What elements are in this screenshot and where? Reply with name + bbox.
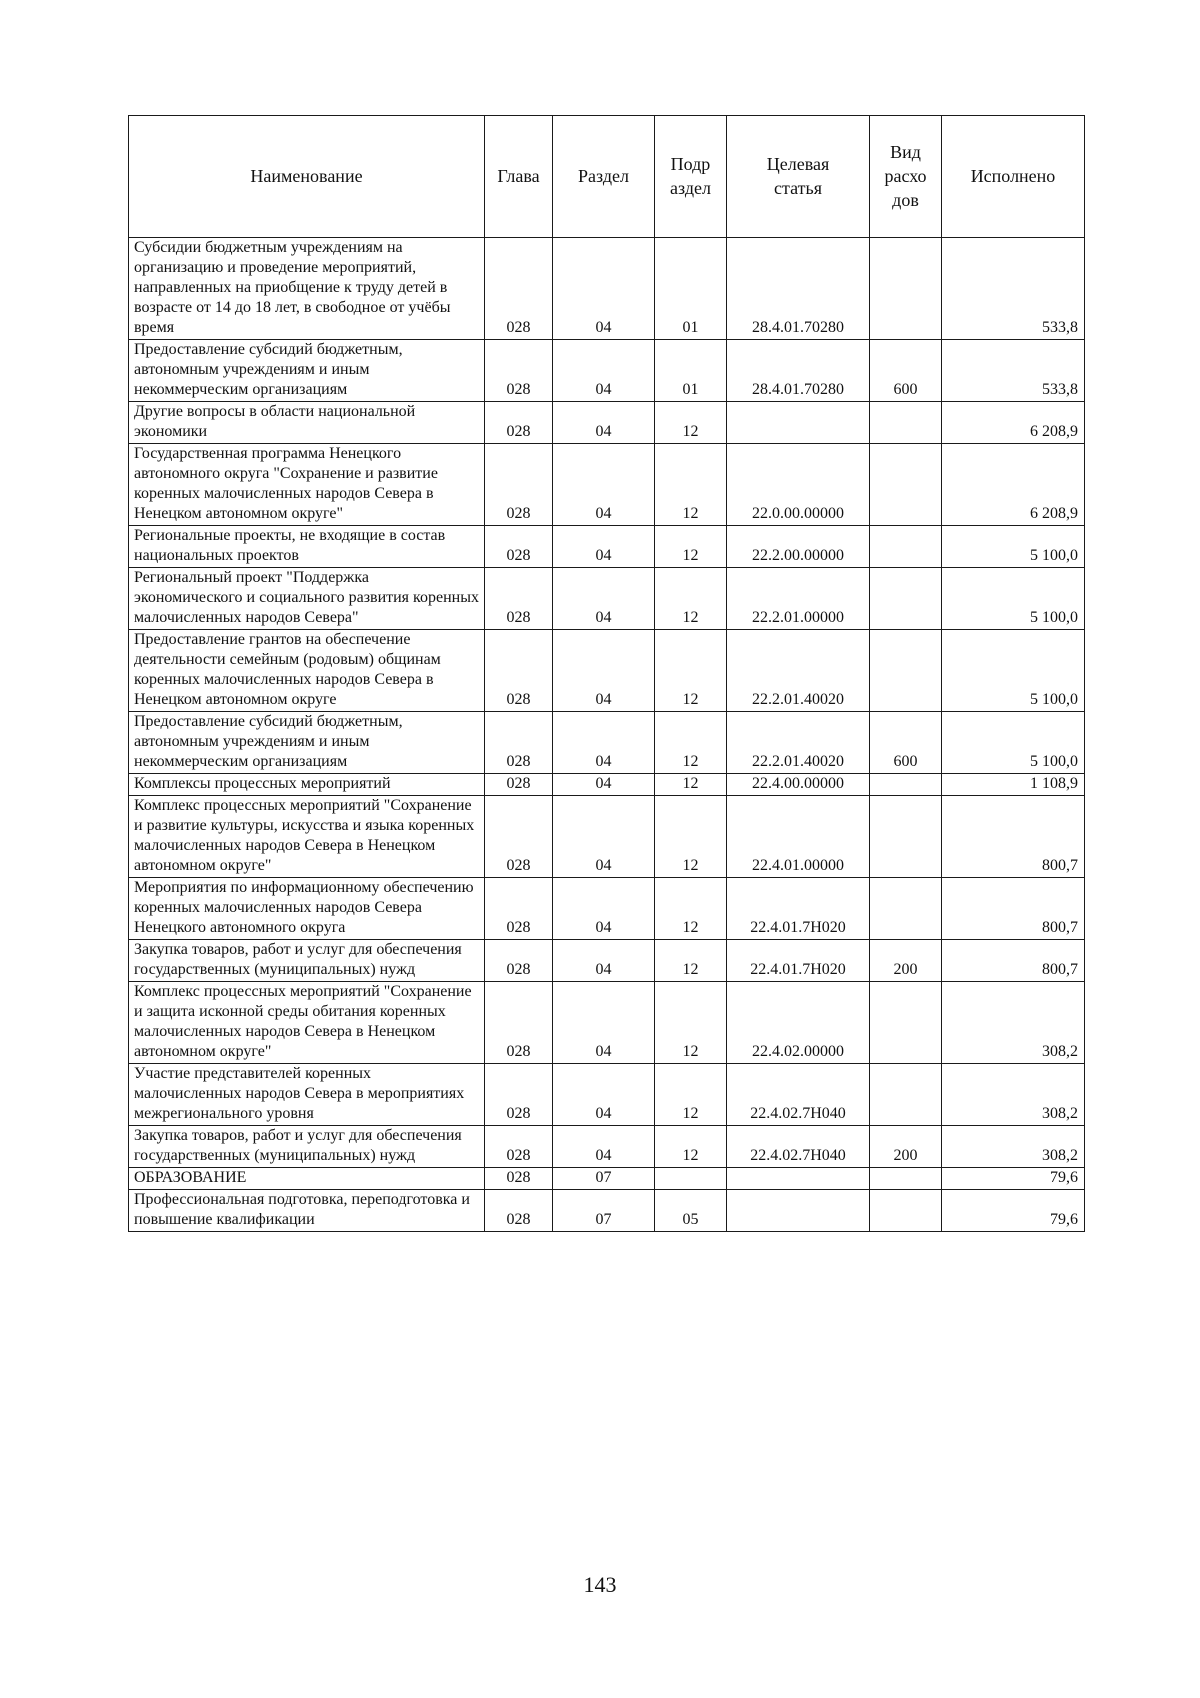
cell-vid-rashodov — [870, 982, 942, 1064]
cell-vid-rashodov — [870, 1064, 942, 1126]
cell-glava: 028 — [485, 630, 553, 712]
cell-podrazdel: 12 — [655, 568, 727, 630]
table-row — [129, 630, 1085, 712]
cell-razdel: 04 — [553, 402, 655, 444]
cell-razdel: 04 — [553, 796, 655, 878]
cell-glava: 028 — [485, 238, 553, 340]
cell-ispolneno: 5 100,0 — [942, 712, 1085, 774]
cell-name: Закупка товаров, работ и услуг для обеспечения государственных (муниципальных) нужд — [129, 1126, 485, 1168]
cell-glava: 028 — [485, 1064, 553, 1126]
cell-tselevaya-statya: 28.4.01.70280 — [727, 340, 870, 402]
cell-name: Предоставление субсидий бюджетным, автономным учреждениям и иным некоммерческим организациям — [129, 712, 485, 774]
cell-glava: 028 — [485, 712, 553, 774]
cell-podrazdel: 01 — [655, 238, 727, 340]
cell-razdel: 04 — [553, 444, 655, 526]
page-number: 143 — [583, 1572, 617, 1597]
cell-tselevaya-statya: 22.2.00.00000 — [727, 526, 870, 568]
table-header-row — [129, 116, 1085, 238]
table-row — [129, 1126, 1085, 1168]
cell-ispolneno: 308,2 — [942, 1126, 1085, 1168]
cell-glava: 028 — [485, 568, 553, 630]
cell-podrazdel — [655, 1168, 727, 1190]
cell-podrazdel: 12 — [655, 1064, 727, 1126]
cell-name: ОБРАЗОВАНИЕ — [129, 1168, 485, 1190]
cell-ispolneno: 1 108,9 — [942, 774, 1085, 796]
cell-tselevaya-statya — [727, 402, 870, 444]
cell-vid-rashodov — [870, 568, 942, 630]
cell-tselevaya-statya: 22.4.01.7Н020 — [727, 878, 870, 940]
cell-podrazdel: 12 — [655, 796, 727, 878]
cell-name: Комплекс процессных мероприятий "Сохранение и защита исконной среды обитания коренных малочисленных народов Севера в Ненецком автономном округе" — [129, 982, 485, 1064]
cell-glava: 028 — [485, 340, 553, 402]
cell-podrazdel: 12 — [655, 402, 727, 444]
cell-vid-rashodov — [870, 1190, 942, 1232]
table-row — [129, 238, 1085, 340]
cell-name: Закупка товаров, работ и услуг для обеспечения государственных (муниципальных) нужд — [129, 940, 485, 982]
cell-glava: 028 — [485, 1168, 553, 1190]
table-row — [129, 796, 1085, 878]
cell-tselevaya-statya: 22.4.02.7Н040 — [727, 1126, 870, 1168]
cell-ispolneno: 79,6 — [942, 1190, 1085, 1232]
cell-vid-rashodov: 600 — [870, 340, 942, 402]
table-row — [129, 774, 1085, 796]
cell-ispolneno: 6 208,9 — [942, 402, 1085, 444]
cell-name: Участие представителей коренных малочисленных народов Севера в мероприятиях межрегионального уровня — [129, 1064, 485, 1126]
cell-ispolneno: 533,8 — [942, 340, 1085, 402]
cell-ispolneno: 308,2 — [942, 982, 1085, 1064]
cell-vid-rashodov: 200 — [870, 1126, 942, 1168]
cell-tselevaya-statya — [727, 1168, 870, 1190]
cell-ispolneno: 800,7 — [942, 878, 1085, 940]
table-row — [129, 1190, 1085, 1232]
cell-name: Государственная программа Ненецкого автономного округа "Сохранение и развитие коренных малочисленных народов Севера в Ненецком автономном округе" — [129, 444, 485, 526]
cell-tselevaya-statya: 22.2.01.00000 — [727, 568, 870, 630]
cell-glava: 028 — [485, 940, 553, 982]
cell-vid-rashodov — [870, 630, 942, 712]
cell-razdel: 07 — [553, 1190, 655, 1232]
cell-glava: 028 — [485, 796, 553, 878]
cell-tselevaya-statya: 22.4.02.7Н040 — [727, 1064, 870, 1126]
cell-glava: 028 — [485, 982, 553, 1064]
cell-ispolneno: 308,2 — [942, 1064, 1085, 1126]
table-row — [129, 402, 1085, 444]
cell-tselevaya-statya — [727, 1190, 870, 1232]
cell-ispolneno: 533,8 — [942, 238, 1085, 340]
cell-vid-rashodov — [870, 1168, 942, 1190]
header-glava: Глава — [485, 116, 553, 238]
cell-razdel: 04 — [553, 1064, 655, 1126]
cell-podrazdel: 01 — [655, 340, 727, 402]
cell-name: Комплекс процессных мероприятий "Сохранение и развитие культуры, искусства и языка коренных малочисленных народов Севера в Ненецком автономном округе" — [129, 796, 485, 878]
cell-podrazdel: 12 — [655, 712, 727, 774]
cell-glava: 028 — [485, 878, 553, 940]
cell-razdel: 04 — [553, 526, 655, 568]
table-row — [129, 568, 1085, 630]
cell-podrazdel: 12 — [655, 982, 727, 1064]
cell-name: Мероприятия по информационному обеспечению коренных малочисленных народов Севера Ненецкого автономного округа — [129, 878, 485, 940]
header-ispolneno: Исполнено — [942, 116, 1085, 238]
cell-podrazdel: 12 — [655, 630, 727, 712]
cell-podrazdel: 12 — [655, 444, 727, 526]
cell-razdel: 04 — [553, 568, 655, 630]
cell-tselevaya-statya: 28.4.01.70280 — [727, 238, 870, 340]
cell-tselevaya-statya: 22.2.01.40020 — [727, 630, 870, 712]
cell-tselevaya-statya: 22.4.01.7Н020 — [727, 940, 870, 982]
cell-vid-rashodov — [870, 796, 942, 878]
cell-name: Комплексы процессных мероприятий — [129, 774, 485, 796]
cell-tselevaya-statya: 22.2.01.40020 — [727, 712, 870, 774]
table-body — [129, 238, 1085, 1232]
table-row — [129, 340, 1085, 402]
cell-ispolneno: 5 100,0 — [942, 568, 1085, 630]
cell-podrazdel: 12 — [655, 878, 727, 940]
cell-razdel: 04 — [553, 712, 655, 774]
header-name: Наименование — [129, 116, 485, 238]
cell-ispolneno: 5 100,0 — [942, 630, 1085, 712]
cell-ispolneno: 800,7 — [942, 796, 1085, 878]
cell-podrazdel: 12 — [655, 940, 727, 982]
cell-name: Региональный проект "Поддержка экономического и социального развития коренных малочисленных народов Севера" — [129, 568, 485, 630]
cell-glava: 028 — [485, 1126, 553, 1168]
table-row — [129, 712, 1085, 774]
cell-vid-rashodov — [870, 444, 942, 526]
table-row — [129, 526, 1085, 568]
cell-tselevaya-statya: 22.0.00.00000 — [727, 444, 870, 526]
cell-name: Субсидии бюджетным учреждениям на организацию и проведение мероприятий, направленных на приобщение к труду детей в возрасте от 14 до 18 лет, в свободное от учёбы время — [129, 238, 485, 340]
cell-razdel: 04 — [553, 630, 655, 712]
table-row — [129, 1064, 1085, 1126]
cell-name: Другие вопросы в области национальной экономики — [129, 402, 485, 444]
cell-ispolneno: 800,7 — [942, 940, 1085, 982]
cell-razdel: 04 — [553, 1126, 655, 1168]
header-podrazdel: Подр аздел — [655, 116, 727, 238]
cell-razdel: 04 — [553, 340, 655, 402]
table-row — [129, 940, 1085, 982]
cell-podrazdel: 05 — [655, 1190, 727, 1232]
cell-name: Предоставление грантов на обеспечение деятельности семейным (родовым) общинам коренных малочисленных народов Севера в Ненецком автономном округе — [129, 630, 485, 712]
table-row — [129, 982, 1085, 1064]
budget-execution-table — [128, 115, 1085, 1232]
cell-glava: 028 — [485, 774, 553, 796]
cell-podrazdel: 12 — [655, 774, 727, 796]
cell-vid-rashodov — [870, 878, 942, 940]
cell-name: Предоставление субсидий бюджетным, автономным учреждениям и иным некоммерческим организациям — [129, 340, 485, 402]
cell-tselevaya-statya: 22.4.02.00000 — [727, 982, 870, 1064]
cell-razdel: 04 — [553, 774, 655, 796]
cell-vid-rashodov: 200 — [870, 940, 942, 982]
cell-vid-rashodov: 600 — [870, 712, 942, 774]
cell-glava: 028 — [485, 444, 553, 526]
cell-vid-rashodov — [870, 402, 942, 444]
table-row — [129, 878, 1085, 940]
header-vid-rashodov: Вид расхо дов — [870, 116, 942, 238]
cell-tselevaya-statya: 22.4.01.00000 — [727, 796, 870, 878]
cell-vid-rashodov — [870, 526, 942, 568]
cell-vid-rashodov — [870, 774, 942, 796]
cell-glava: 028 — [485, 1190, 553, 1232]
cell-podrazdel: 12 — [655, 526, 727, 568]
cell-name: Профессиональная подготовка, переподготовка и повышение квалификации — [129, 1190, 485, 1232]
cell-podrazdel: 12 — [655, 1126, 727, 1168]
cell-ispolneno: 6 208,9 — [942, 444, 1085, 526]
header-razdel: Раздел — [553, 116, 655, 238]
header-tselevaya-statya: Целевая статья — [727, 116, 870, 238]
cell-razdel: 07 — [553, 1168, 655, 1190]
cell-name: Региональные проекты, не входящие в состав национальных проектов — [129, 526, 485, 568]
cell-razdel: 04 — [553, 878, 655, 940]
cell-vid-rashodov — [870, 238, 942, 340]
cell-glava: 028 — [485, 402, 553, 444]
cell-ispolneno: 5 100,0 — [942, 526, 1085, 568]
cell-tselevaya-statya: 22.4.00.00000 — [727, 774, 870, 796]
table-row — [129, 444, 1085, 526]
table-row — [129, 1168, 1085, 1190]
cell-razdel: 04 — [553, 982, 655, 1064]
cell-razdel: 04 — [553, 238, 655, 340]
cell-razdel: 04 — [553, 940, 655, 982]
cell-ispolneno: 79,6 — [942, 1168, 1085, 1190]
cell-glava: 028 — [485, 526, 553, 568]
